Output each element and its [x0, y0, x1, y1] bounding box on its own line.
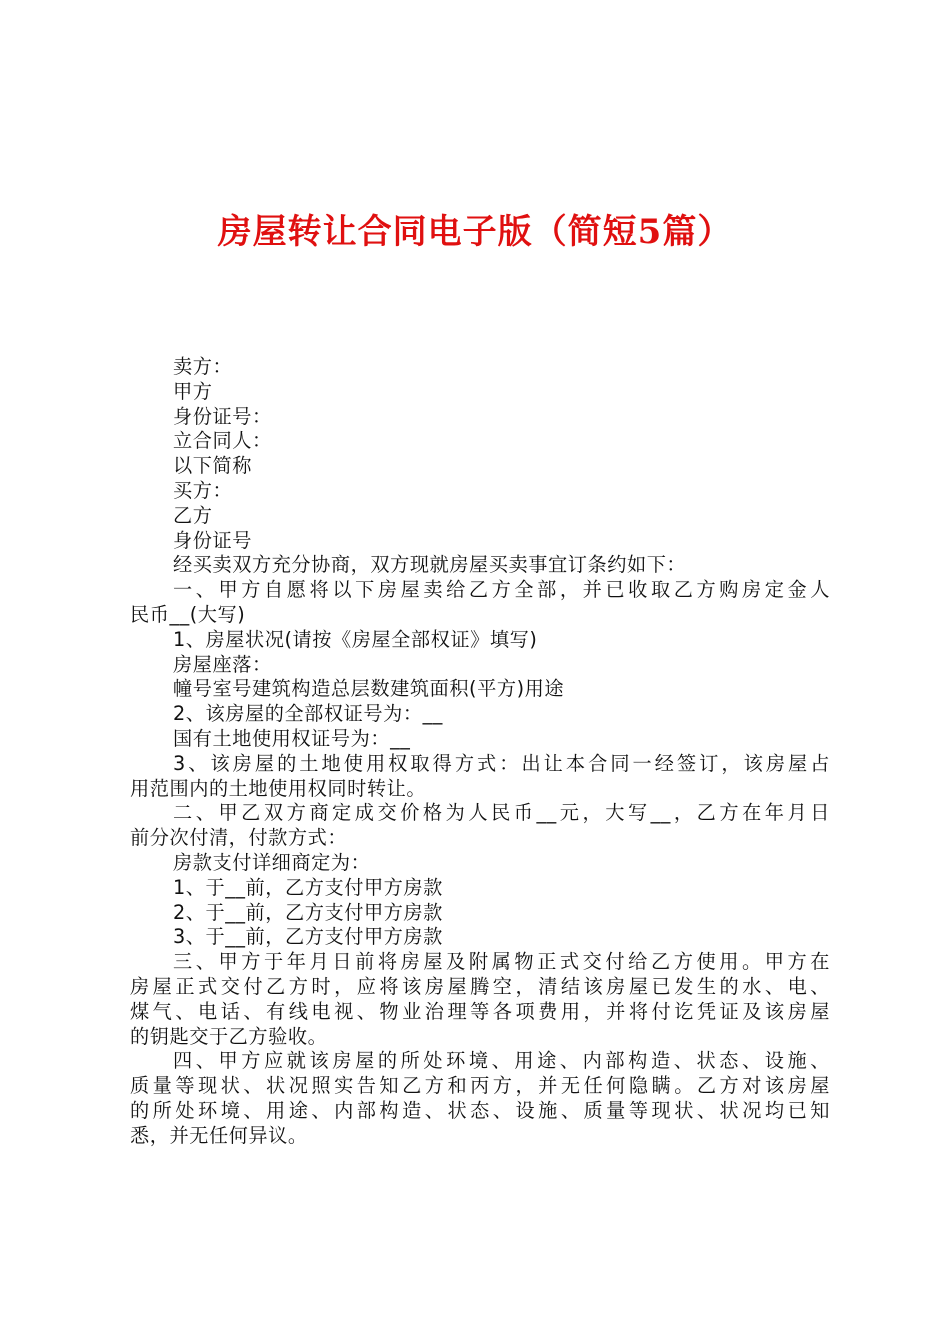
text-line: 身份证号： [173, 404, 272, 428]
text-line: 3、于__前，乙方支付甲方房款 [173, 925, 443, 949]
text-line: 身份证号 [173, 528, 252, 552]
text-line: 1、房屋状况(请按《房屋全部权证》填写) [173, 627, 538, 651]
text-line: 房屋座落： [173, 652, 272, 676]
text-line: 幢号室号建筑构造总层数建筑面积(平方)用途 [173, 677, 565, 701]
text-line: 乙方 [173, 503, 213, 527]
text-line: 房屋正式交付乙方时，应将该房屋腾空，清结该房屋已发生的水、电、 [130, 974, 830, 998]
text-line: 3、该房屋的土地使用权取得方式：出让本合同一经签订，该房屋占 [173, 751, 830, 775]
text-line: 2、于__前，乙方支付甲方房款 [173, 900, 443, 924]
text-line: 三、甲方于年月日前将房屋及附属物正式交付给乙方使用。甲方在 [173, 950, 830, 974]
text-line: 1、于__前，乙方支付甲方房款 [173, 875, 443, 899]
text-line: 煤气、电话、有线电视、物业治理等各项费用，并将付讫凭证及该房屋 [130, 999, 830, 1023]
text-line: 2、该房屋的全部权证号为：__ [173, 702, 443, 726]
text-line: 的钥匙交于乙方验收。 [130, 1024, 328, 1048]
text-line: 房款支付详细商定为： [173, 850, 371, 874]
text-line: 的所处环境、用途、内部构造、状态、设施、质量等现状、状况均已知 [130, 1098, 830, 1122]
text-line: 二、甲乙双方商定成交价格为人民币__元，大写__，乙方在年月日 [173, 801, 830, 825]
text-line: 以下简称 [173, 454, 252, 478]
text-line: 立合同人： [173, 429, 272, 453]
text-line: 四、甲方应就该房屋的所处环境、用途、内部构造、状态、设施、 [173, 1049, 830, 1073]
text-line: 一、甲方自愿将以下房屋卖给乙方全部，并已收取乙方购房定金人 [173, 578, 830, 602]
text-line: 经买卖双方充分协商，双方现就房屋买卖事宜订条约如下： [173, 553, 687, 577]
text-line: 用范围内的土地使用权同时转让。 [130, 776, 427, 800]
text-line: 民币__(大写) [130, 602, 246, 626]
text-line: 买方： [173, 478, 233, 502]
text-line: 甲方 [173, 379, 213, 403]
text-line: 悉，并无任何异议。 [130, 1123, 308, 1147]
text-line: 质量等现状、状况照实告知乙方和丙方，并无任何隐瞒。乙方对该房屋 [130, 1074, 830, 1098]
text-line: 前分次付清，付款方式： [130, 826, 348, 850]
text-line: 国有土地使用权证号为：__ [173, 726, 411, 750]
document-body [130, 355, 830, 1149]
text-line: 卖方： [173, 355, 233, 378]
document-title: 房屋转让合同电子版（简短5篇） [217, 212, 733, 252]
